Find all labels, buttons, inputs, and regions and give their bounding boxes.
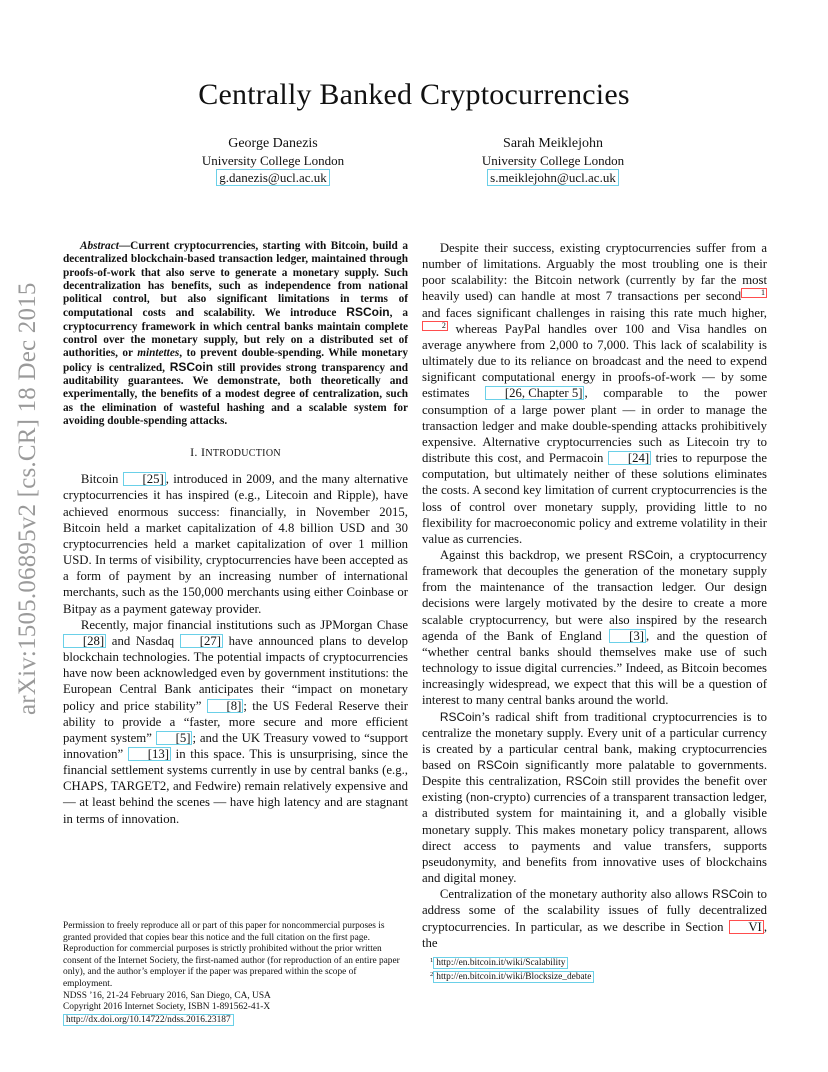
author-affiliation: University College London (481, 153, 625, 168)
body-paragraph: Recently, major financial institutions such as JPMorgan Chase [28] and Nasdaq [27] have announced plans to develop blockchain technologies. The potential impacts of cryptocurrencies have now been acknowledged even by government institutions: the European Central Bank anticipates their “impact on monetary policy and price stability” [8] ; the US Federal Reserve their ability to provide a “faster, more secure and more efficient payment system” [5] ; and the UK Treasury vowed to “support innovation” [13] in this space. This is unsurprising, since the financial settlement systems currently in use by central banks (e.g., CHAPS, TARGET2, and Fedwire) remain relatively expensive and — at least behind the scenes — have high latency and are stagnant in terms of innovation. (63, 617, 408, 826)
author-email-link[interactable]: g.danezis@ucl.ac.uk (216, 169, 330, 186)
right-column (422, 240, 767, 951)
author-email-link[interactable]: s.meiklejohn@ucl.ac.uk (487, 169, 619, 186)
system-name: RSCoin (628, 547, 670, 562)
system-name: RSCoin (169, 359, 214, 374)
system-name: RSCoin (565, 774, 608, 789)
citation-link[interactable]: [8] (207, 699, 244, 713)
section-heading (63, 444, 408, 462)
footnote-url-link[interactable]: http://en.bitcoin.it/wiki/Blocksize_debate (433, 971, 594, 983)
body-paragraph: Bitcoin [25] , introduced in 2009, and the many alternative cryptocurrencies it has inspired (e.g., Litecoin and Ripple), have achieved enormous success: financially, in November 2015, Bitcoin held a market capitalization of 4.8 billion USD and 30 cryptocurrencies held a market capitalization of over 1 million USD. In terms of visibility, cryptocurrencies have been accepted as a form of payment by an increasing number of international merchants, such as the 150,000 merchants using either Coinbase or Bitpay as a payment gateway provider. (63, 472, 408, 616)
abstract-text: —Current cryptocurrencies, starting with Bitcoin, build a decentralized blockchain-based transaction ledger, maintained through proofs-of-work that also serve to generate a monetary supply. Such decentralization has benefits, such as independence from national political control, but also significant limitations in terms of computational costs and scalability. We introduce (63, 240, 408, 320)
abstract-label: Abstract (79, 240, 119, 252)
citation-link[interactable]: [24] (608, 451, 651, 465)
footnote (430, 969, 770, 983)
arxiv-identifier-stamp: arXiv:1505.06895v2 [cs.CR] 18 Dec 2015 (14, 282, 41, 715)
copyright-line: Copyright 2016 Internet Society, ISBN 1-891562-41-X (63, 1002, 271, 1013)
conference-venue: NDSS ’16, 21-24 February 2016, San Diego, CA, USA (63, 990, 271, 1001)
footnote-url-link[interactable]: http://en.bitcoin.it/wiki/Scalability (433, 957, 568, 969)
left-column (63, 240, 408, 827)
footnote (430, 955, 770, 969)
body-paragraph: RSCoin’s radical shift from traditional cryptocurrencies is to centralize the monetary supply. Every unit of a particular currency is created by a particular central bank, making cryptocurrencies based on RSCoin significantly more palatable to governments. Despite this centralization, RSCoin still provides the benefit over existing (non-crypto) currencies of a transparent transaction ledger, a distributed system for maintaining it, and a globally visible monetary supply. This makes monetary policy transparent, allows direct access to payments and value transfers, supports pseudonymity, and benefits from innovative uses of blockchains and digital money. (422, 709, 768, 886)
author-block (433, 135, 673, 186)
citation-link[interactable]: [3] (609, 629, 646, 643)
citation-link[interactable]: [28] (63, 634, 106, 648)
permission-text: Permission to freely reproduce all or part of this paper for noncommercial purposes is granted provided that copies bear this notice and the full citation on the first page. Reproduction for commercial purposes is strictly prohibited without the prior written consent of the Internet Society, the first-named author (for reproduction of an entire paper only), and the author’s employer if the paper was prepared within the scope of employment. (63, 921, 400, 989)
section-title-rest: NTRODUCTION (205, 448, 281, 460)
system-name: RSCoin (346, 305, 390, 320)
section-number: I. (190, 445, 198, 460)
abstract-emphasis: mintettes (137, 347, 180, 360)
author-name: Sarah Meiklejohn (503, 136, 603, 151)
citation-link[interactable]: [27] (180, 634, 223, 648)
author-block (153, 135, 393, 186)
abstract-text: still provides strong transparency and auditability guarantees. We demonstrate, both theoretically and experimentally, the benefits of a modest degree of centralization, such as the elimination of wasteful hashing and a scalable system for avoiding double-spending attacks. (63, 361, 409, 427)
footnotes (430, 955, 770, 984)
citation-link[interactable]: [5] (156, 731, 193, 745)
footnote-marker-link[interactable]: 1 (741, 288, 767, 298)
footnote-marker-link[interactable]: 2 (422, 321, 448, 331)
citation-link[interactable]: [26, Chapter 5] (485, 386, 584, 400)
section-reference-link[interactable]: VI (729, 920, 764, 934)
body-paragraph: Despite their success, existing cryptocurrencies suffer from a number of limitations. Arguably the most troubling one is their poor scalability: the Bitcoin network (currently by far the most heavily used) can handle at most 7 transactions per second 1 and faces significant challenges in raising this rate much higher,2 whereas PayPal handles over 100 and Visa handles on average anywhere from 2,000 to 7,000. This lack of scalability is ultimately due to its reliance on broadcast and the need to expend significant computational energy in proofs-of-work — by some estimates [26, Chapter 5] , comparable to the power consumption of a large power plant — in order to manage the transaction ledger and make double-spending attacks prohibitively expensive. Alternative cryptocurrencies such as Litecoin try to distribute this cost, and Permacoin [24] tries to repurpose the computation, but ultimately neither of these solutions eliminates the costs. A second key limitation of current cryptocurrencies is the loss of control over monetary supply, providing little to no flexibility for macroeconomic policy and extreme volatility in their value as currencies. (422, 241, 767, 546)
footnote-number: 2 (430, 971, 434, 979)
body-paragraph: Against this backdrop, we present RSCoin, a cryptocurrency framework that decouples the generation of the monetary supply from the maintenance of the transaction ledger. Our design decisions were largely motivated by the desire to create a more scalable cryptocurrency, but were also inspired by the research agenda of the Bank of England [3] , and the question of “whether central banks should themselves make use of such technology to issue digital currencies.” Indeed, as Bitcoin becomes increasingly widespread, we expect that this will be a question of interest to many central banks around the world. (422, 547, 767, 708)
citation-link[interactable]: [13] (128, 747, 171, 761)
section-title-initial: I (201, 445, 206, 460)
author-name: George Danezis (228, 136, 318, 151)
system-name: RSCoin (712, 887, 754, 902)
footnote-number: 1 (430, 957, 434, 964)
abstract-text: , a cryptocurrency framework in which central banks maintain complete control over the monetary supply, but rely on a distributed set of authorities, or (63, 307, 408, 360)
abstract (63, 240, 408, 428)
paper-title: Centrally Banked Cryptocurrencies (198, 78, 630, 111)
citation-link[interactable]: [25] (123, 472, 166, 486)
body-paragraph: Centralization of the monetary authority also allows RSCoin to address some of the scalability issues of fully decentralized cryptocurrencies. In particular, as we describe in Section VI , the (422, 887, 767, 950)
doi-link[interactable]: http://dx.doi.org/10.14722/ndss.2016.23187 (63, 1014, 234, 1026)
abstract-text: , to prevent double-spending. While monetary policy is centralized, (63, 347, 408, 374)
permission-notice (63, 921, 408, 1026)
system-name: RSCoin (477, 758, 519, 772)
author-affiliation: University College London (201, 153, 345, 168)
system-name: RSCoin (439, 709, 482, 724)
